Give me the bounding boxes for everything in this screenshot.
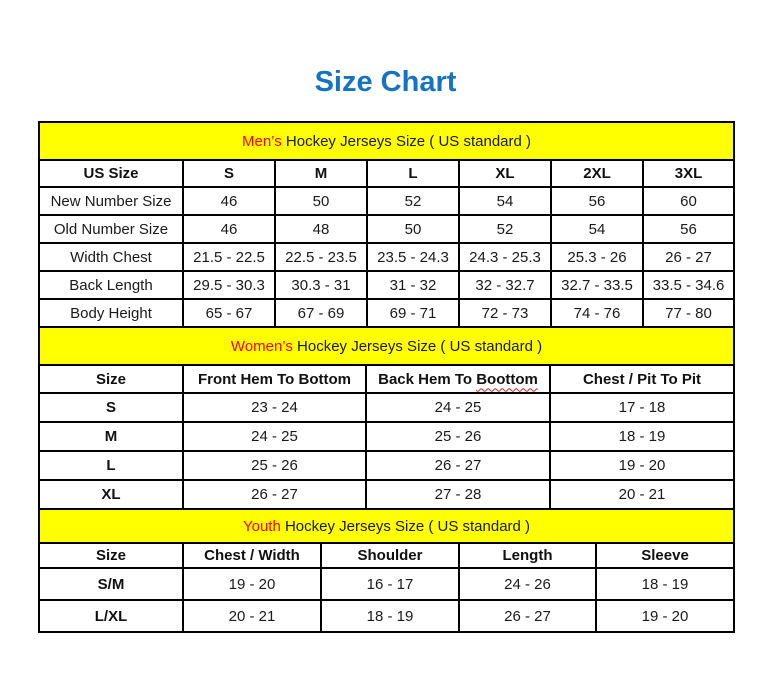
womens-table-title-row	[39, 327, 734, 365]
youth-title-rest: Hockey Jerseys Size ( US standard )	[280, 517, 531, 535]
table-cell: 21.5 - 22.5	[183, 243, 275, 271]
table-row	[39, 187, 734, 215]
womens-title-rest: Hockey Jerseys Size ( US standard )	[292, 337, 543, 355]
table-cell: 50	[275, 187, 367, 215]
column-header: Length	[459, 543, 596, 568]
table-row	[39, 299, 734, 327]
mens-title-highlight: Men’s	[242, 132, 282, 150]
row-label: S/M	[39, 568, 183, 600]
table-cell: 48	[275, 215, 367, 243]
mens-size-table	[38, 121, 735, 328]
row-label: M	[39, 422, 183, 451]
table-row	[39, 480, 734, 509]
table-cell: 23.5 - 24.3	[367, 243, 459, 271]
row-label: New Number Size	[39, 187, 183, 215]
row-label: L	[39, 451, 183, 480]
row-label: Old Number Size	[39, 215, 183, 243]
table-cell: 29.5 - 30.3	[183, 271, 275, 299]
table-cell: 65 - 67	[183, 299, 275, 327]
table-cell: 46	[183, 215, 275, 243]
table-cell: 20 - 21	[550, 480, 734, 509]
column-header: 3XL	[643, 160, 734, 187]
table-cell: 27 - 28	[366, 480, 550, 509]
table-cell: 33.5 - 34.6	[643, 271, 734, 299]
table-cell: 26 - 27	[459, 600, 596, 632]
table-cell: 74 - 76	[551, 299, 643, 327]
table-cell: 46	[183, 187, 275, 215]
table-cell: 25.3 - 26	[551, 243, 643, 271]
table-cell: 56	[551, 187, 643, 215]
youth-size-table	[38, 508, 735, 633]
column-header: US Size	[39, 160, 183, 187]
header-text: Back Hem To	[378, 370, 477, 388]
table-cell: 24 - 26	[459, 568, 596, 600]
table-cell: 60	[643, 187, 734, 215]
table-cell: 26 - 27	[643, 243, 734, 271]
table-cell: 31 - 32	[367, 271, 459, 299]
table-cell: 32.7 - 33.5	[551, 271, 643, 299]
row-label: L/XL	[39, 600, 183, 632]
table-cell: 24 - 25	[366, 393, 550, 422]
table-cell: 30.3 - 31	[275, 271, 367, 299]
table-cell: 54	[459, 187, 551, 215]
table-cell: 32 - 32.7	[459, 271, 551, 299]
column-header: L	[367, 160, 459, 187]
table-row	[39, 422, 734, 451]
size-chart-tables	[38, 121, 733, 633]
table-cell: 17 - 18	[550, 393, 734, 422]
table-cell: 52	[459, 215, 551, 243]
table-cell: 24.3 - 25.3	[459, 243, 551, 271]
womens-table-title	[39, 327, 734, 365]
column-header: Size	[39, 365, 183, 393]
youth-table-title	[39, 509, 734, 543]
table-cell: 22.5 - 23.5	[275, 243, 367, 271]
mens-table-title-row	[39, 122, 734, 160]
table-cell: 26 - 27	[183, 480, 366, 509]
youth-title-highlight: Youth	[242, 517, 281, 535]
mens-title-rest: Hockey Jerseys Size ( US standard )	[281, 132, 532, 150]
row-label: S	[39, 393, 183, 422]
table-row	[39, 215, 734, 243]
womens-title-highlight: Women’s	[230, 337, 293, 355]
table-cell: 77 - 80	[643, 299, 734, 327]
table-cell: 56	[643, 215, 734, 243]
womens-size-table	[38, 326, 735, 510]
row-label: Width Chest	[39, 243, 183, 271]
row-label: XL	[39, 480, 183, 509]
row-label: Body Height	[39, 299, 183, 327]
table-cell: 54	[551, 215, 643, 243]
column-header-misspelled	[366, 365, 550, 393]
table-row	[39, 568, 734, 600]
mens-header-row	[39, 160, 734, 187]
column-header: M	[275, 160, 367, 187]
table-cell: 16 - 17	[321, 568, 459, 600]
table-cell: 18 - 19	[550, 422, 734, 451]
table-cell: 50	[367, 215, 459, 243]
table-cell: 19 - 20	[596, 600, 734, 632]
table-cell: 18 - 19	[321, 600, 459, 632]
column-header: S	[183, 160, 275, 187]
spellcheck-underlined-word: Boottom	[476, 370, 538, 388]
table-cell: 19 - 20	[550, 451, 734, 480]
table-cell: 23 - 24	[183, 393, 366, 422]
table-cell: 20 - 21	[183, 600, 321, 632]
table-cell: 69 - 71	[367, 299, 459, 327]
table-row	[39, 600, 734, 632]
womens-header-row	[39, 365, 734, 393]
column-header: 2XL	[551, 160, 643, 187]
table-cell: 25 - 26	[366, 422, 550, 451]
table-cell: 25 - 26	[183, 451, 366, 480]
table-row	[39, 451, 734, 480]
column-header: Front Hem To Bottom	[183, 365, 366, 393]
table-row	[39, 271, 734, 299]
youth-header-row	[39, 543, 734, 568]
table-cell: 24 - 25	[183, 422, 366, 451]
column-header: Sleeve	[596, 543, 734, 568]
table-row	[39, 243, 734, 271]
page-title: Size Chart	[314, 66, 457, 98]
table-cell: 67 - 69	[275, 299, 367, 327]
table-cell: 52	[367, 187, 459, 215]
column-header: XL	[459, 160, 551, 187]
table-cell: 72 - 73	[459, 299, 551, 327]
row-label: Back Length	[39, 271, 183, 299]
column-header: Chest / Width	[183, 543, 321, 568]
table-cell: 26 - 27	[366, 451, 550, 480]
table-row	[39, 393, 734, 422]
table-cell: 18 - 19	[596, 568, 734, 600]
youth-table-title-row	[39, 509, 734, 543]
column-header: Shoulder	[321, 543, 459, 568]
mens-table-title	[39, 122, 734, 160]
column-header: Size	[39, 543, 183, 568]
table-cell: 19 - 20	[183, 568, 321, 600]
column-header: Chest / Pit To Pit	[550, 365, 734, 393]
